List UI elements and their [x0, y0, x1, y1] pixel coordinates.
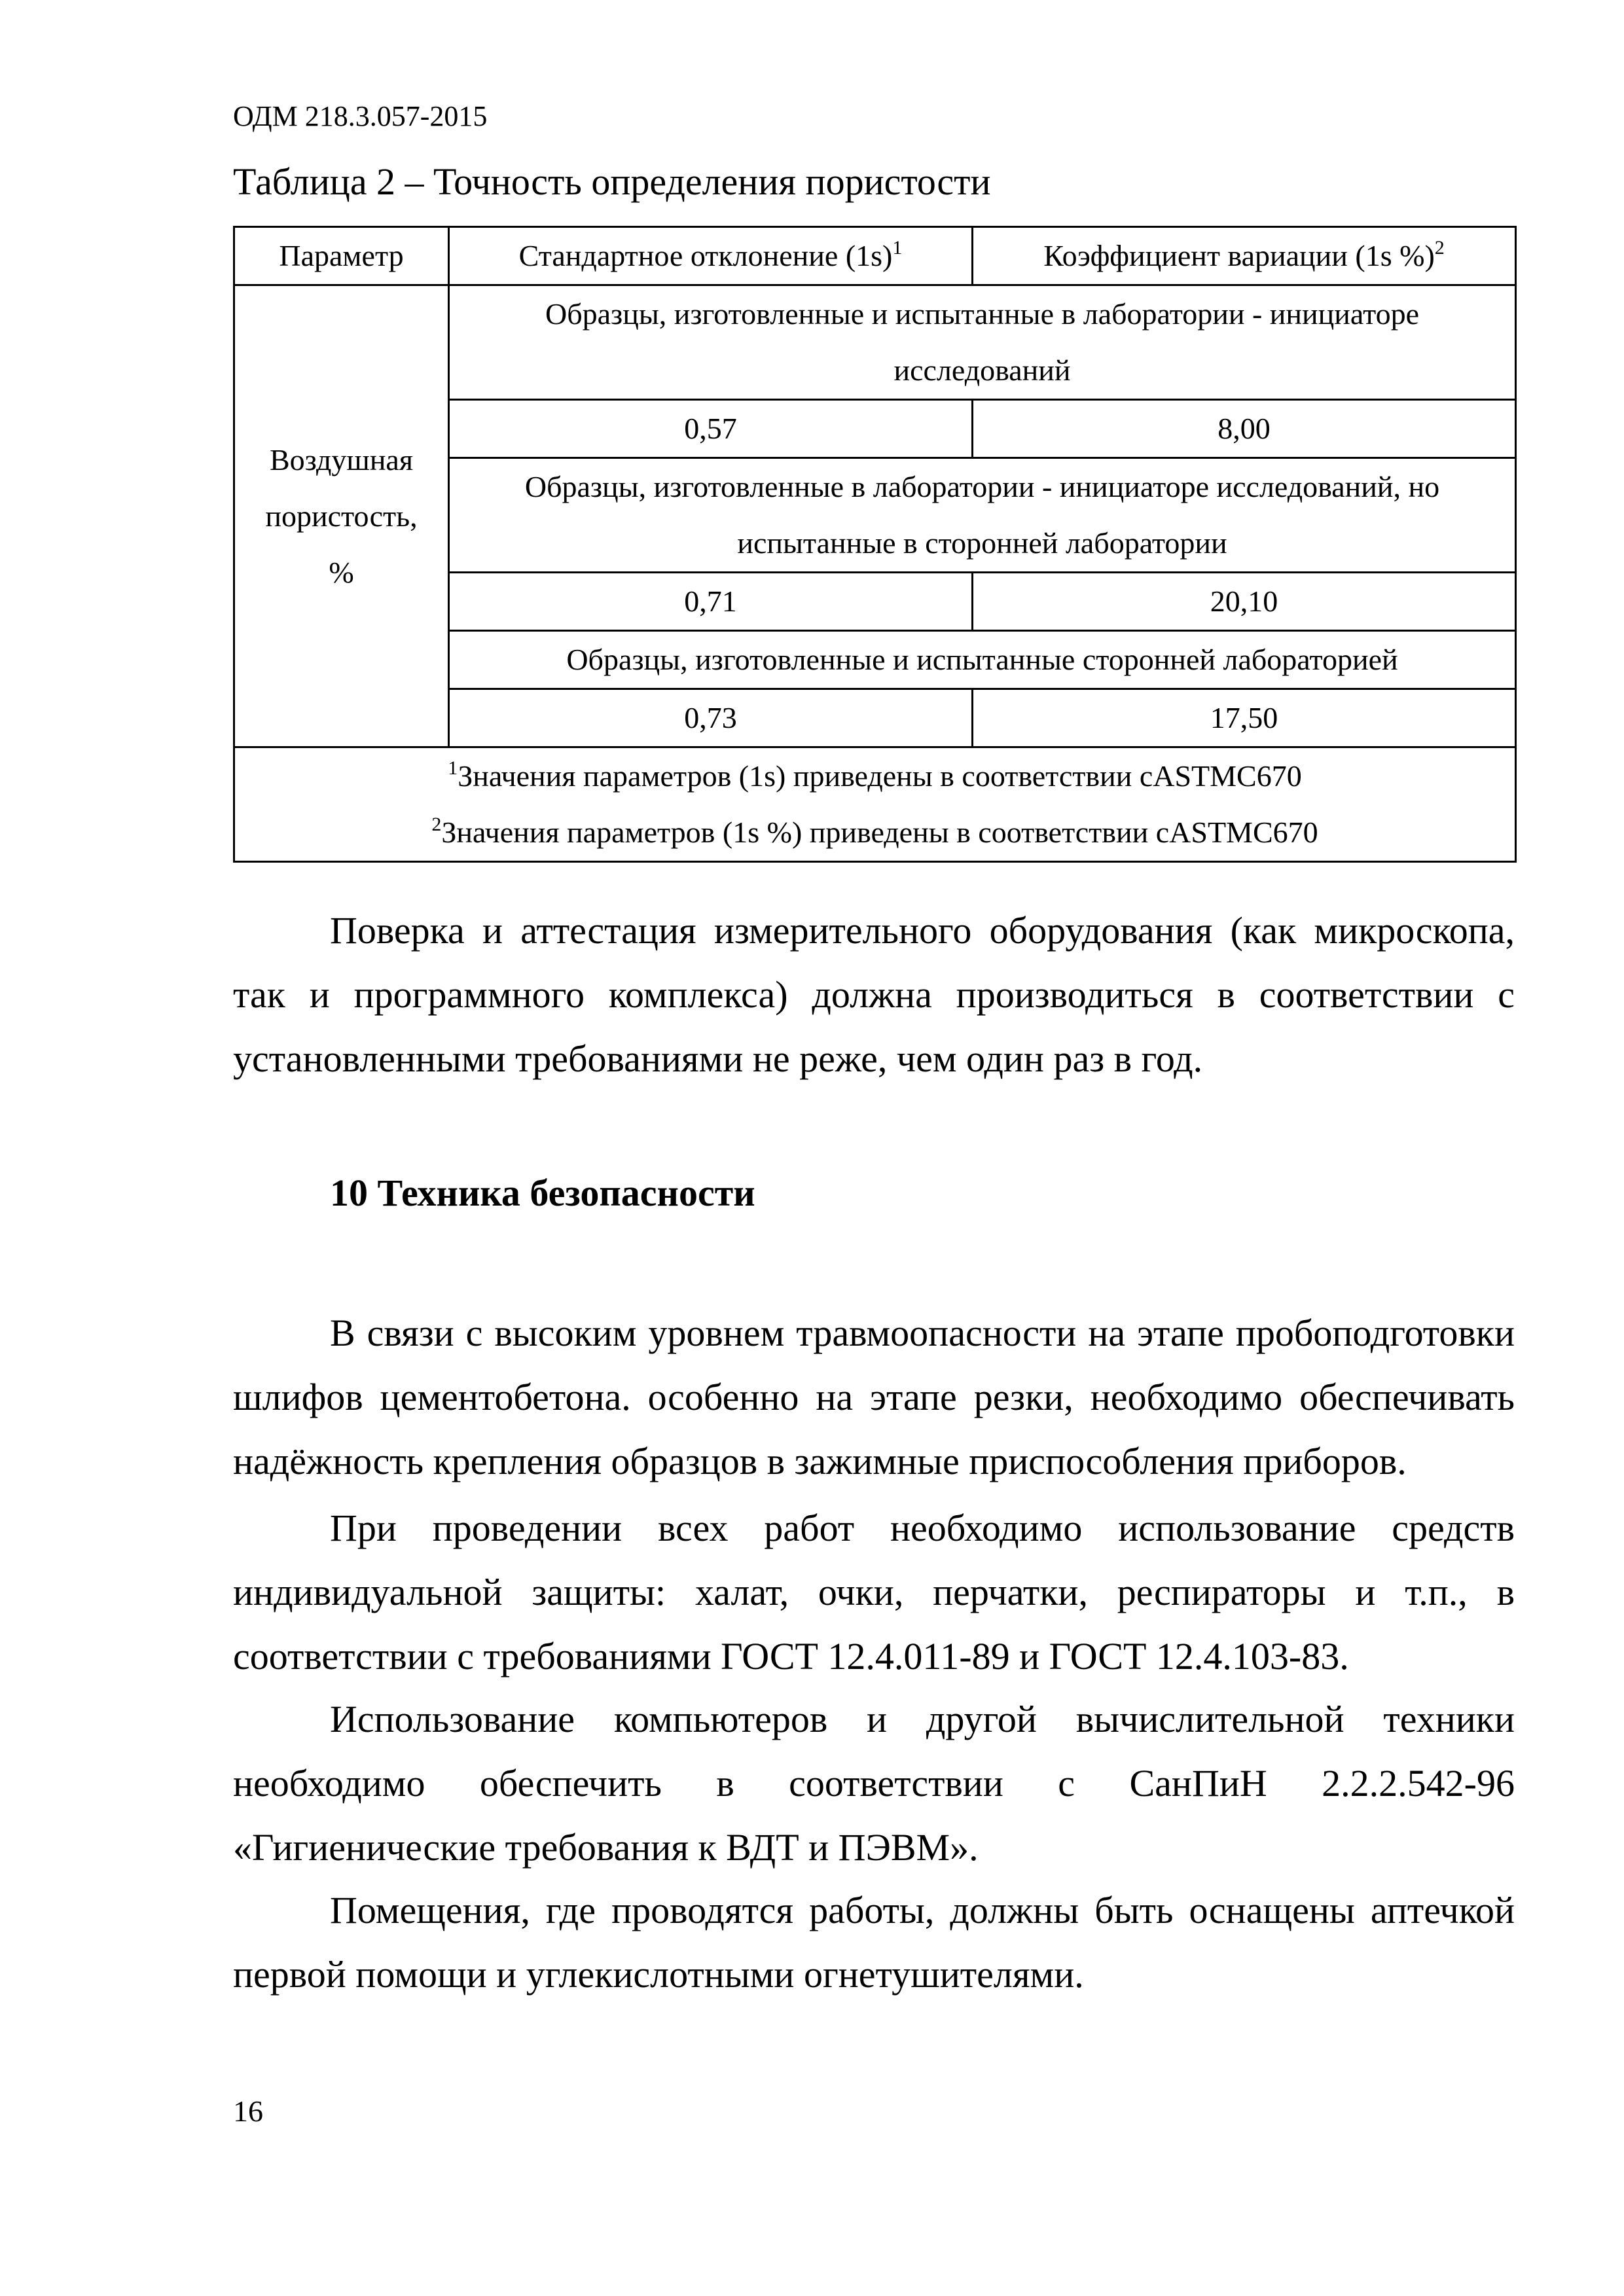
header-cell-parameter: Параметр — [234, 227, 449, 285]
porosity-accuracy-table — [233, 226, 1517, 863]
table-footnotes — [234, 747, 1516, 862]
std-dev-value: 0,73 — [449, 689, 973, 747]
footnote-mark: 1 — [892, 237, 903, 259]
table-row — [234, 285, 1516, 400]
paragraph: В связи с высоким уровнем травмоопасности на этапе пробоподготовки шлифов цементобетона. особенно на этапе резки, необходимо обеспечивать надёжность крепления образцов в зажимные приспособления приборов. — [233, 1312, 1515, 1482]
cv-value: 17,50 — [973, 689, 1516, 747]
footnote-mark: 2 — [431, 814, 442, 835]
group-title: Образцы, изготовленные и испытанные в лаборатории - инициаторе исследований — [449, 285, 1516, 400]
paragraph: Помещения, где проводятся работы, должны быть оснащены аптечкой первой помощи и углекислотными огнетушителями. — [233, 1889, 1515, 1996]
group-title: Образцы, изготовленные и испытанные сторонней лабораторией — [449, 631, 1516, 689]
std-dev-value: 0,57 — [449, 400, 973, 458]
table-footnote: $^1$Значения параметров (1s) приведены в соответствии сASTMC670 — [448, 757, 1302, 793]
document-code: ОДМ 218.3.057-2015 — [233, 100, 488, 132]
section-heading: 10 Техника безопасности — [330, 1172, 755, 1214]
paragraph: При проведении всех работ необходимо использование средств индивидуальной защиты: халат, очки, перчатки, респираторы и т.п., в соответствии с требованиями ГОСТ 12.4.011-89 и ГОСТ 12.4.103-83. — [233, 1507, 1515, 1677]
page-number: 16 — [233, 2094, 263, 2128]
cv-value: 8,00 — [973, 400, 1516, 458]
parameter-cell: Воздушная пористость, % — [234, 285, 449, 747]
footnote-mark: 1 — [448, 757, 458, 779]
table-header-row — [234, 227, 1516, 285]
std-dev-value: 0,71 — [449, 573, 973, 631]
paragraph-verification: Поверка и аттестация измерительного оборудования (как микроскопа, так и программного комплекса) должна производиться в соответствии с установленными требованиями не реже, чем один раз в год. — [233, 909, 1515, 1080]
header-cell-std-dev: Стандартное отклонение $(1s)^1$ — [449, 227, 973, 285]
cv-value: 20,10 — [973, 573, 1516, 631]
header-cell-cv: Коэффициент вариации (1s %)$^2$ — [973, 227, 1516, 285]
group-title: Образцы, изготовленные в лаборатории - инициаторе исследований, но испытанные в сторонней лаборатории — [449, 458, 1516, 573]
table-footnote: $^2$Значения параметров (1s %) приведены в соответствии сASTMC670 — [431, 814, 1318, 849]
table-footnotes-row — [234, 747, 1516, 862]
table-caption: Таблица 2 – Точность определения пористости — [233, 160, 991, 203]
paragraph: Использование компьютеров и другой вычислительной техники необходимо обеспечить в соответствии с СанПиН 2.2.2.542-96 «Гигиенические требования к ВДТ и ПЭВМ». — [233, 1698, 1515, 1869]
footnote-mark: 2 — [1434, 237, 1445, 259]
